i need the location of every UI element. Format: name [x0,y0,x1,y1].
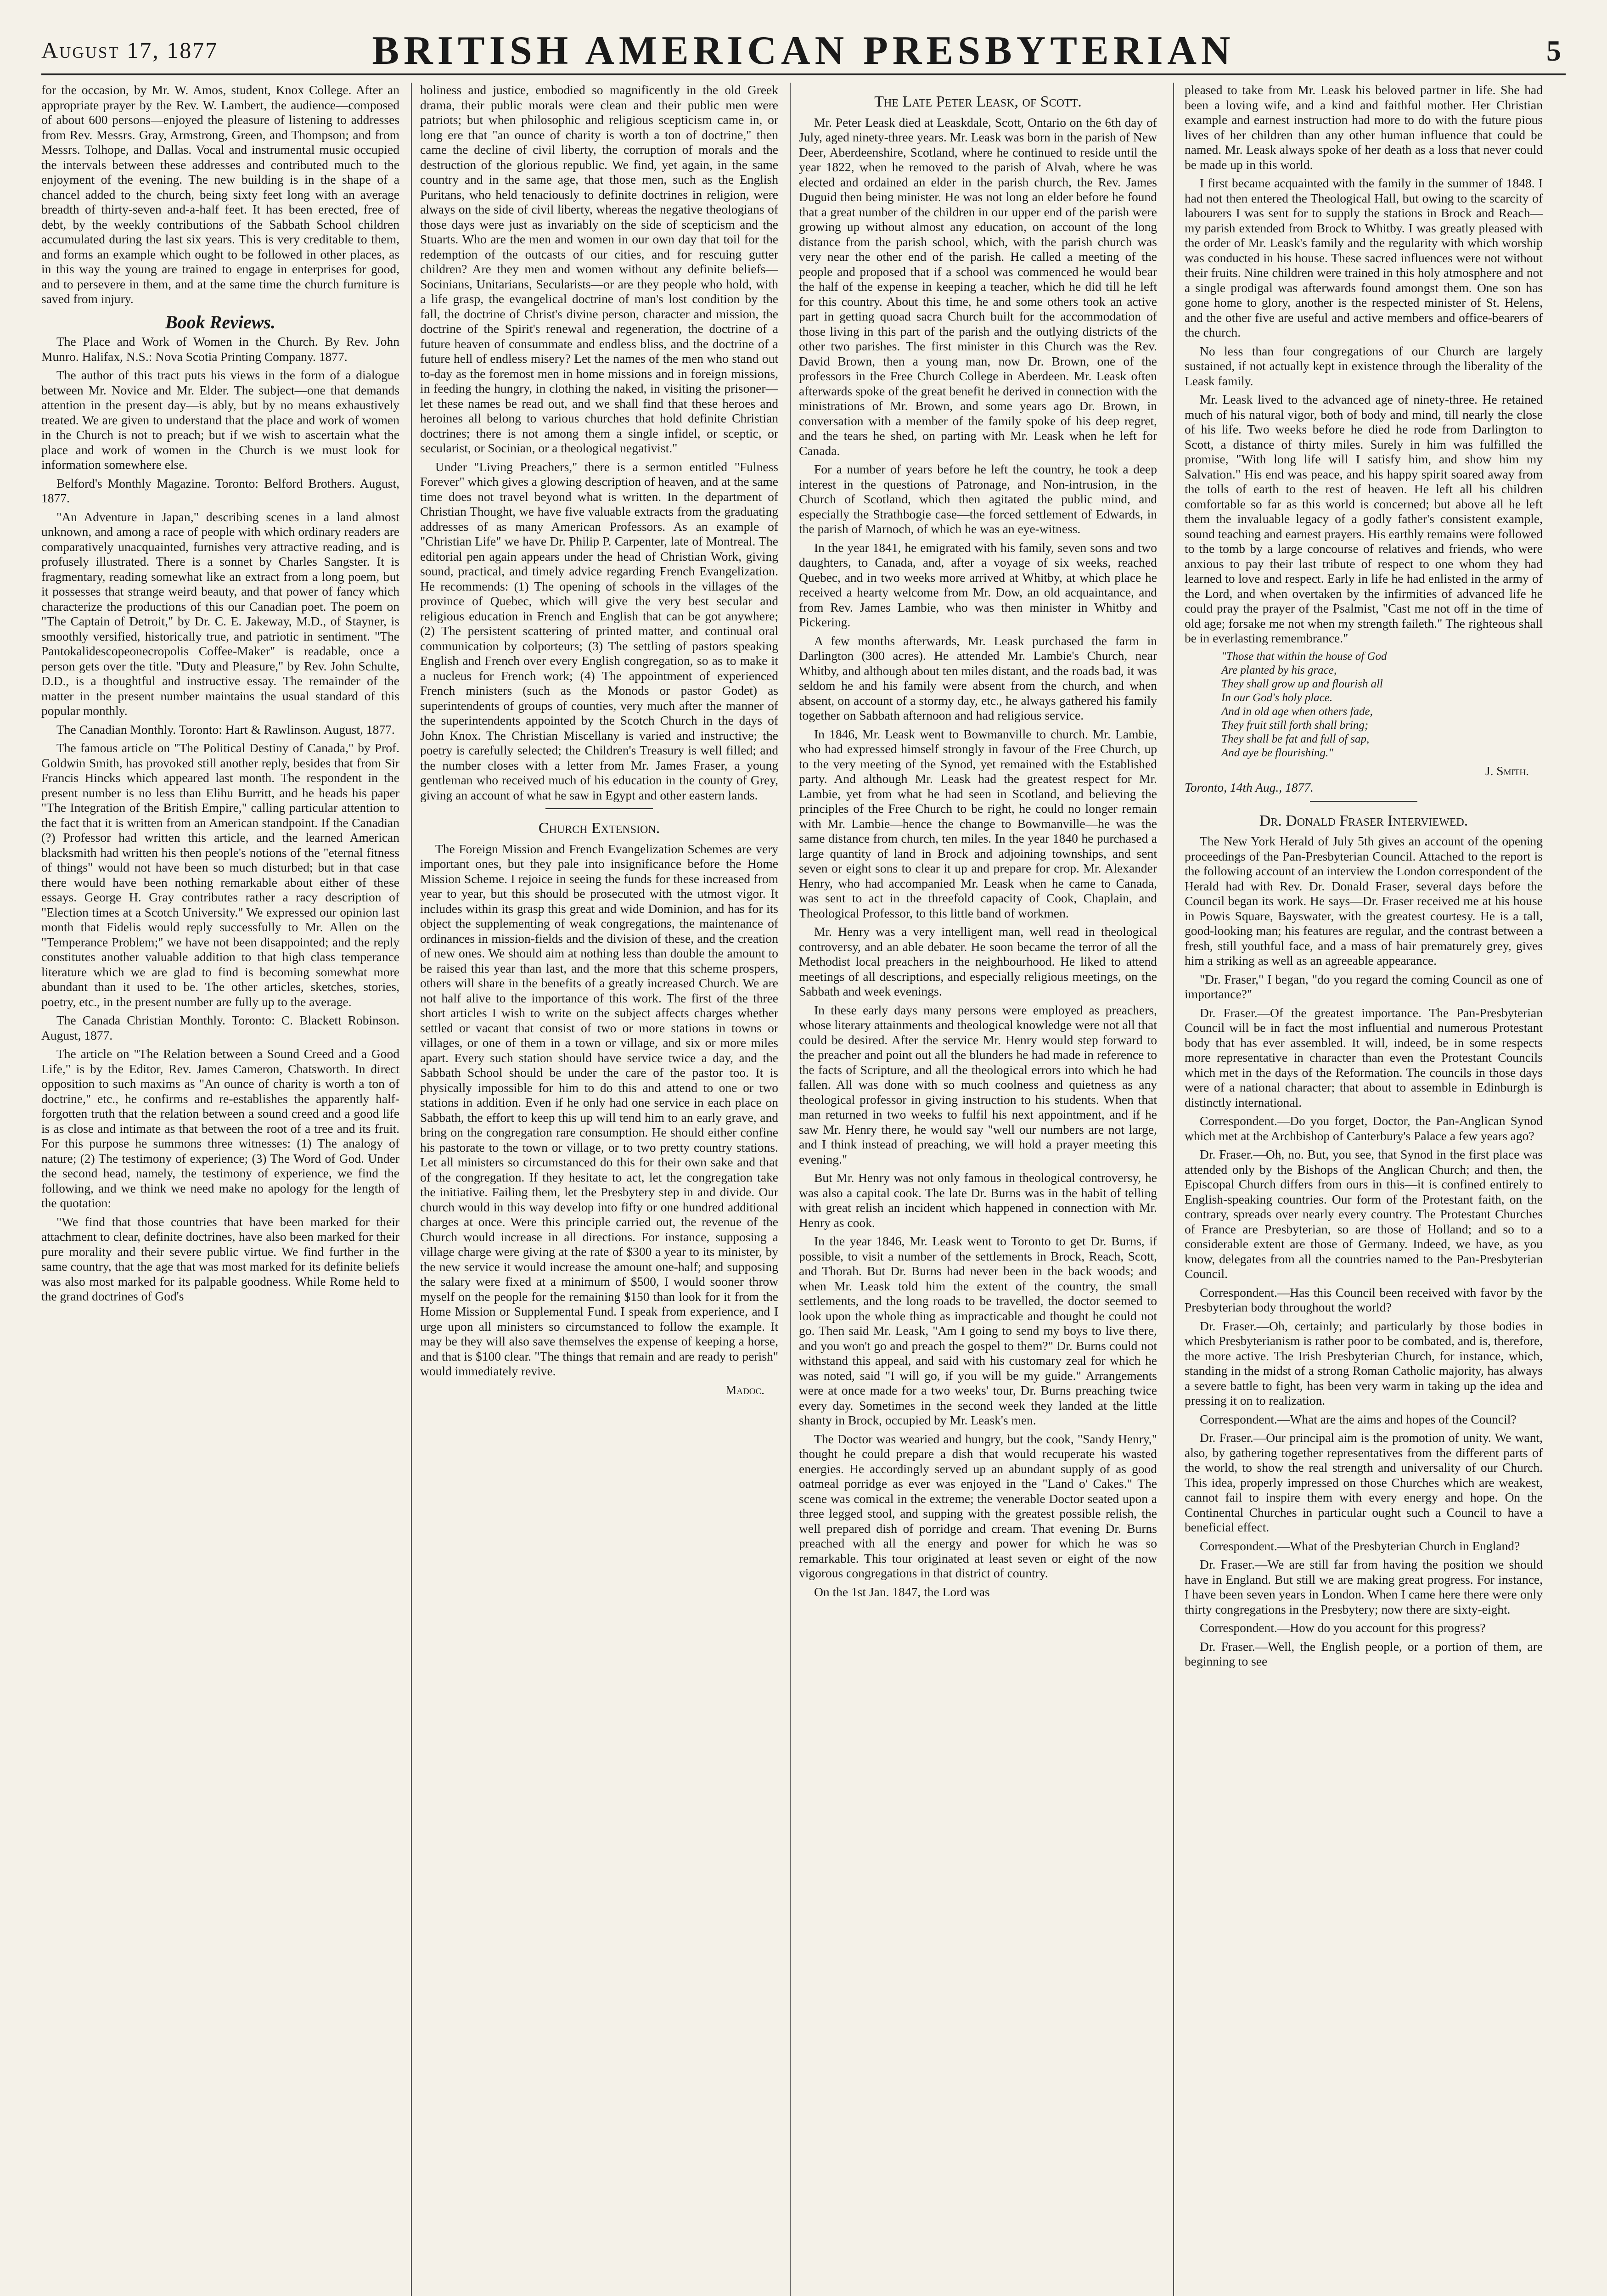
article-paragraph: Correspondent.—Do you forget, Doctor, the Pan-Anglican Synod which met at the Archbishop of Canterbury's Palace a few years ago? [1185,1114,1543,1143]
article-paragraph: But Mr. Henry was not only famous in theological controversy, he was also a capital cook. The late Dr. Burns was in the habit of telling with great relish an incident which happened in connection with Mr. Henry as cook. [799,1171,1157,1230]
column-2 [420,83,778,2296]
article-paragraph: Dr. Fraser.—Of the greatest importance. The Pan-Presbyterian Council will be in fact the most influential and numerous Protestant body that has ever assembled. It will, indeed, be in some respects more representative in character than even the Protestant Councils which met in the days of the Reformation. The councils in those days were of a national character; that about to assemble in Edinburgh is distinctly international. [1185,1005,1543,1109]
article-paragraph: No less than four congregations of our Church are largely sustained, if not actually kept in existence through the liberality of the Leask family. [1185,343,1543,388]
article-heading-church-extension: Church Extension. [538,820,660,837]
article-paragraph: Correspondent.—What of the Presbyterian Church in England? [1200,1538,1520,1553]
article-paragraph: The author of this tract puts his views in the form of a dialogue between Mr. Novice and Mr. Elder. The subject—one that demands attention in the present day—is ably, but by no means exhaustively treated. We are given to understand that the place and work of women in the Church is not to preach; but if we wish to ascertain what the place and work of women in the Church is we must look for information somewhere else. [41,368,399,472]
column-4 [1185,83,1543,2296]
column-rule [1173,83,1174,2296]
article-paragraph: "Dr. Fraser," I began, "do you regard the coming Council as one of importance?" [1185,972,1543,1001]
quotation-paragraph: "We find that those countries that have been marked for their attachment to clear, definite doctrines, have also been marked for their pure morality and their severe public virtue. We find further in the same country, that the age that was most marked for its definite beliefs was also most marked for its palpable goodness. While Rome held to the grand doctrines of God's [41,1214,399,1303]
review-title: Belford's Monthly Magazine. Toronto: Belford Brothers. August, 1877. [41,476,399,505]
review-title: The Canada Christian Monthly. Toronto: C. Blackett Robinson. August, 1877. [41,1013,399,1042]
article-heading-donald-fraser: Dr. Donald Fraser Interviewed. [1259,812,1468,829]
article-heading-peter-leask: The Late Peter Leask, of Scott. [874,93,1082,110]
article-paragraph: Correspondent.—How do you account for this progress? [1200,1621,1486,1635]
article-paragraph: A few months afterwards, Mr. Leask purchased the farm in Darlington (300 acres). He attended Mr. Lambie's Church, near Whitby, and although about ten miles distant, and the roads bad, it was seldom he and his family were absent from the church, and when absent, on account of a stormy day, etc., he always gathered his family together on Sabbath afternoon and had religious service. [799,633,1157,722]
issue-date: August 17, 1877 [41,37,219,63]
article-paragraph: Dr. Fraser.—Oh, no. But, you see, that Synod in the first place was attended only by the Bishops of the Anglican Church; and then, the Episcopal Church differs from ours in this—it is confined entirely to English-speaking countries. Our form of the Protestant faith, on the contrary, spreads over nearly every country. The Protestant Churches of France are Presbyterian, so are those of Holland; and so to a considerable extent are those of Germany. Indeed, we have, as you know, delegates from all the countries named to the Pan-Presbyterian Council. [1185,1147,1543,1281]
dateline: Toronto, 14th Aug., 1877. [1185,780,1314,794]
article-paragraph: On the 1st Jan. 1847, the Lord was [814,1584,990,1599]
divider [545,808,653,809]
divider [1310,801,1417,802]
article-paragraph: In these early days many persons were employed as preachers, whose literary attainments and theological knowledge were not all that could be desired. After the service Mr. Henry would step forward to the preacher and point out all the blunders he had made in reference to the facts of Scripture, and all the theological errors into which he had fallen. All was done with so much coolness and quietness as any theological professor in giving instruction to his students. When that man returned in two weeks to fulfil his next appointment, and if he saw Mr. Henry there, he would say "well our numbers are not large, and I think instead of preaching, we will hold a prayer meeting this evening." [799,1002,1157,1166]
article-paragraph: Correspondent.—What are the aims and hopes of the Council? [1200,1412,1517,1426]
poem-line: Are planted by his grace, [1221,664,1337,676]
quotation-paragraph: holiness and justice, embodied so magnificently in the old Greek drama, their public morals were clean and their public men were patriots; but when philosophic and religious scepticism came in, or long ere that "an ounce of charity is worth a ton of doctrine," then came the decline of civil liberty, the corruption of morals and the destruction of the glorious republic. We find, yet again, in the same country and in the same age, that those men, such as the English Puritans, who held tenaciously to definite doctrines in religion, were always on the side of civil liberty, whereas the negative theologians of those days were just as invariably on the side of scepticism and the Stuarts. Who are the men and women in our own day that toil for the redemption of the outcasts of our cities, and for rescuing gutter children? Are they men and women without any definite beliefs—Socinians, Unitarians, Secularists—or are they people who hold, with a life grasp, the evangelical doctrine of man's lost condition by the fall, the doctrine of Christ's divine person, character and mission, the doctrine of the Spirit's renewal and regeneration, the doctrine of a future heaven of consummate and endless bliss, and the doctrine of a future hell of endless misery? Let the names of the men who stand out to-day as the foremost men in home missions and in foreign missions, in feeding the hungry, in clothing the naked, in visiting the prisoner—let these names be read out, and we shall find that these heroes and heroines all belong to various churches that hold definite Christian doctrines; there is not among them a single infidel, or sceptic, or secularist, or Socinian, or a theological negativist." [420,83,778,455]
poem-line: They shall grow up and flourish all [1221,677,1383,690]
article-paragraph: Dr. Fraser.—We are still far from having the position we should have in England. But still we are making great progress. For instance, I have been seven years in London. When I came here there were only thirty congregations in the Presbytery; now there are sixty-eight. [1185,1557,1543,1616]
article-paragraph: Dr. Fraser.—Well, the English people, or a portion of them, are beginning to see [1185,1639,1543,1668]
article-paragraph: Correspondent.—Has this Council been received with favor by the Presbyterian body throughout the world? [1185,1285,1543,1314]
review-title: The Canadian Monthly. Toronto: Hart & Rawlinson. August, 1877. [56,722,395,737]
poem-line: They shall be fat and full of sap, [1221,732,1370,745]
poem-line: And aye be flourishing." [1221,746,1333,759]
article-paragraph: The New York Herald of July 5th gives an account of the opening proceedings of the Pan-Presbyterian Council. Attached to the report is the following account of an interview the London correspondent of the Herald had with Rev. Dr. Donald Fraser, several days before the Council began its work. He says—Dr. Fraser received me at his house in Powis Square, Bayswater, with the greatest courtesy. He is a tall, good-looking man; his features are regular, and the contrast between a fresh, still youthful face, and a mass of hair prematurely grey, gives him a striking as well as an agreeable appearance. [1185,834,1543,968]
newspaper-title: BRITISH AMERICAN PRESBYTERIAN [372,28,1235,73]
article-paragraph: pleased to take from Mr. Leask his beloved partner in life. She had been a loving wife, and a kind and faithful mother. Her Christian example and earnest instruction had more to do with the future pious lives of her children than any other human influence that could be named. Mr. Leask always spoke of her death as a loss that never could be made up in this world. [1185,83,1543,172]
article-paragraph: In the year 1846, Mr. Leask went to Toronto to get Dr. Burns, if possible, to visit a number of the settlements in Brock, Reach, Scott, and Thorah. But Dr. Burns had never been in the back woods; and when Mr. Leask told him the extent of the country, the small settlements, and the long roads to be travelled, the doctor seemed to look upon the whole thing as impracticable and thought he could not go. Then said Mr. Leask, "Am I going to send my boys to live there, and you won't go and preach the gospel to them?" Dr. Burns could not withstand this appeal, and said with his customary zeal for which he was noted, said "I will go, if you will be my guide." Arrangements were at once made for a two weeks' tour, Dr. Burns preaching twice every day. Sometimes in the second week they landed at the little shanty in Brock, occupied by Mr. Leask's men. [799,1234,1157,1427]
page-number: 5 [1546,34,1561,67]
article-paragraph: In the year 1841, he emigrated with his family, seven sons and two daughters, to Canada, and, after a voyage of six weeks, reached Quebec, and in two weeks more arrived at Whitby, at which place he received a hearty welcome from Mr. Dow, an old acquaintance, and from Rev. James Lambie, who was then minister in Whitby and Pickering. [799,540,1157,629]
poem-line: In our God's holy place. [1221,691,1333,704]
article-signature: J. Smith. [1485,763,1529,778]
article-paragraph: Dr. Fraser.—Our principal aim is the promotion of unity. We want, also, by gathering together representatives from the different parts of the world, to show the real strength and universality of our Church. This idea, properly impressed on those Churches which are weakest, cannot fail to inspire them with every energy and hope. On the Continental Churches in particular ought such a Council to have a beneficial effect. [1185,1430,1543,1534]
article-paragraph: The Foreign Mission and French Evangelization Schemes are very important ones, but they pale into insignificance before the Home Mission Scheme. I rejoice in seeing the funds for these increased from year to year, but this should be prosecuted with the utmost vigor. It includes within its grasp this great and wide Dominion, and has for its object the supplementing of weak congregations, the maintenance of ordinances in mission-fields and the division of these, and the creation of new ones. We should aim at nothing less than double the amount to be raised this year than last, and the more that this scheme prospers, others will share in the benefits of a greatly increased Church. We are not half alive to the importance of this work. The first of the three short articles I wish to write on the subject affects charges whether settled or vacant that consist of two or more stations in towns or villages, or one of them in a town or village, and six or more miles apart. Every such station should have service twice a day, and the Sabbath School should be under the care of the pastor too. It is physically impossible for him to do this and attend to one or two stations in addition. Even if he only had one service in each place on Sabbath, the effort to keep this up will tend him to an early grave, and bring on the congregation rare consumption. He should either confine his pastorate to the town or village, or to two pretty country stations. Let all ministers so circumstanced do this for their own sake and that of the congregation. If they hesitate to act, let the congregation take the initiative. Failing them, let the Presbytery step in and divide. Our church would in this way develop into fifty or one hundred additional charges at once. Were this principle carried out, the revenue of the Church would increase in all directions. For instance, supposing a village charge were giving at the rate of $300 a year to its minister, by the new service it would increase the amount one-half; and supposing the salary were fixed at a minimum of $500, I would sooner throw myself on the people for the remaining $150 than look for it from the Home Mission or Supplemental Fund. I speak from experience, and I urge upon all ministers so circumstanced to follow the example. It may be they will also save themselves the expense of keeping a horse, and that is $100 clear. "The things that remain and are ready to perish" would immediately revive. [420,841,778,1378]
poem-line: They fruit still forth shall bring; [1221,719,1369,732]
column-rule [411,83,412,2296]
article-paragraph: Mr. Leask lived to the advanced age of ninety-three. He retained much of his natural vigor, both of body and mind, till nearly the close of his life. Two weeks before he died he rode from Darlington to Scott, a distance of thirty miles. Surely in him was fulfilled the promise, "With long life will I satisfy him, and show him my Salvation." His end was peace, and his happy spirit soared away from the tolls of earth to the rest of heaven. He left all his children comfortable so far as this world is concerned; but above all he left them the invaluable legacy of a godly father's consistent example, sound teaching and earnest prayers. His earthly remains were followed to the tomb by a large concourse of relatives and friends, who were anxious to pay their last tribute of respect to one whom they had learned to love and respect. Early in life he had enlisted in the army of the Lord, and when overtaken by the infirmities of advanced life he could pray the prayer of the Psalmist, "Cast me not off in the time of old age; forsake me not when my strength faileth." The righteous shall be in everlasting remembrance." [1185,392,1543,645]
review-title: The Place and Work of Women in the Church. By Rev. John Munro. Halifax, N.S.: Nova Scotia Printing Company. 1877. [41,334,399,364]
column-3 [799,83,1157,2296]
article-paragraph: In 1846, Mr. Leask went to Bowmanville to church. Mr. Lambie, who had expressed himself strongly in favour of the Free Church, up to the very meeting of the Synod, yet remained with the Established party. And although Mr. Leask had the greatest respect for Mr. Lambie, yet from what he had seen in Scotland, and believing the principles of the Free Church to be right, he could no longer remain with Mr. Lambie—hence the change to Bowmanville—he was the same distance from church, ten miles. In the year 1840 he purchased a large quantity of land in Brock and adjoining townships, and sent seven or eight sons to clear it up and prepare for crop. Mr. Alexander Henry, who had accompanied Mr. Leask when he came to Canada, was sent to act in the threefold capacity of Cook, Chaplain, and Theological Professor, to this little band of workmen. [799,726,1157,920]
poem-line: "Those that within the house of God [1221,650,1387,663]
article-paragraph: for the occasion, by Mr. W. Amos, student, Knox College. After an appropriate prayer by the Rev. W. Lambert, the audience—composed of about 600 persons—enjoyed the pleasure of listening to addresses from Rev. Messrs. Gray, Armstrong, Green, and Thompson; and from Messrs. Tolhope, and Dallas. Vocal and instrumental music occupied the intervals between these addresses and contributed much to the enjoyment of the evening. The new building is in the shape of a chancel added to the church, being sixty feet long with an average breadth of thirty-seven and-a-half feet. It has been erected, free of debt, by the weekly contributions of the Sabbath School children accumulated during the last six years. This is very creditable to them, and forms an example which ought to be followed in other places, as in this way the young are trained to engage in enterprises for good, and to persevere in them, and at the same time the church furniture is saved from injury. [41,83,399,306]
article-paragraph: The Doctor was wearied and hungry, but the cook, "Sandy Henry," thought he could prepare a dish that would recuperate his wasted energies. He accordingly served up an abundant supply of as good oatmeal porridge as ever was enjoyed in the "Land o' Cakes." The scene was comical in the extreme; the venerable Doctor seated upon a three legged stool, and supping with the greatest possible relish, the well prepared dish of porridge and cream. That evening Dr. Burns preached with all the energy and power for which he was so remarkable. This tour originated at least seven or eight of the now vigorous congregations in that district of country. [799,1431,1157,1580]
poem [1221,650,1543,760]
article-paragraph: The article on "The Relation between a Sound Creed and a Good Life," is by the Editor, Rev. James Cameron, Chatsworth. In direct opposition to such maxims as "An ounce of charity is worth a ton of doctrine," etc., he confirms and re-establishes the apparently half-forgotten truth that the relation between a sound creed and a good life is as close and intimate as that between the root of a tree and its fruit. For this purpose he summons three witnesses: (1) The analogy of nature; (2) The testimony of experience; (3) The Word of God. Under the second head, namely, the testimony of experience, we find the following, and we think we need make no apology for the length of the quotation: [41,1047,399,1210]
article-paragraph: Mr. Henry was a very intelligent man, well read in theological controversy, and an able debater. He soon became the terror of all the Methodist local preachers in the neighbourhood. He liked to attend meetings of all descriptions, and especially religious meetings, on the Sabbath and week evenings. [799,924,1157,998]
article-paragraph: Under "Living Preachers," there is a sermon entitled "Fulness Forever" which gives a glowing description of heaven, and at the same time does not travel beyond what is written. In the department of Christian Thought, we have five valuable extracts from the graduating addresses of as many American Professors. As an example of "Christian Life" we have Dr. Philip P. Carpenter, late of Montreal. The editorial pen again appears under the head of Christian Work, giving sound, practical, and timely advice regarding French Evangelization. He recommends: (1) The opening of schools in the villages of the province of Quebec, which will give the very best secular and religious education in French and English that can be got anywhere; (2) The persistent scattering of printed matter, and continual oral communication by colporteurs; (3) The settling of pastors speaking English and French over every English congregation, so as to make it a nucleus for French work; (4) The appointment of experienced French ministers (such as the Monods or pastor Godet) as superintendents of groups of counties, very much after the manner of the superintendents appointed by the Scotch Church in the days of John Knox. The Christian Miscellany is varied and instructive; the poetry is carefully selected; the Children's Treasury is well filled; and the number closes with a letter from Mr. James Fraser, a young gentleman who received much of his education in the county of Grey, giving an account of what he saw in Egypt and other eastern lands. [420,459,778,802]
poem-line: And in old age when others fade, [1221,705,1373,718]
article-paragraph: I first became acquainted with the family in the summer of 1848. I had not then entered the Theological Hall, but owing to the scarcity of labourers I was sent for to supply the stations in Brock and Reach—my parish extended from Brock to Whitby. I was greatly pleased with the order of Mr. Leask's family and the regularity with which worship was conducted in his house. These sacred influences were not without their fruits. Nine children were trained in this holy atmosphere and not a single prodigal was afterwards found amongst them. One son has gone home to glory, another is the respected minister of St. Helens, and the other five are useful and active members and office-bearers of the church. [1185,176,1543,339]
column-rule [790,83,791,2296]
article-signature: Madoc. [725,1382,764,1397]
article-paragraph: Mr. Peter Leask died at Leaskdale, Scott, Ontario on the 6th day of July, aged ninety-three years. Mr. Leask was born in the parish of New Deer, Aberdeenshire, Scotland, where he continued to reside until the year 1822, when he removed to the parish of Alvah, where he was elected and ordained an elder in the parish church, the Rev. James Duguid then being minister. He was not long an elder before he found that a great number of the children in our upper end of the parish were growing up without almost any education, on account of the long distance from the parish school, which, with the parish church was very near the other end of the parish. He called a meeting of the people and proposed that if a school was commenced he would bear the half of the expense in keeping a teacher, which he did till he left for this country. About this time, he and some others took an active part in getting quoad sacra Church built for the accommodation of those living in this part of the parish and the outlying districts of the other two parishes. The first minister in this Church was the Rev. David Brown, then a young man, now Dr. Brown, one of the professors in the Free Church College in Aberdeen. Mr. Leask often afterwards spoke of the great benefit he derived in connection with the ministrations of Mr. Brown, and some years ago Dr. Brown, in conversation with a member of the family spoke of his deep regret, and the tears he shed, on parting with Mr. Leask when he left for Canada. [799,115,1157,458]
masthead [41,18,1566,75]
section-heading-book-reviews: Book Reviews. [165,311,275,332]
article-paragraph: For a number of years before he left the country, he took a deep interest in the questions of Patronage, and Non-intrusion, in the Church of Scotland, which then agitated the public mind, and especially the Strathbogie case—the forced settlement of Edwards, in the parish of Marnoch, of which he was an eye-witness. [799,462,1157,536]
article-paragraph: The famous article on "The Political Destiny of Canada," by Prof. Goldwin Smith, has provoked still another reply, besides that from Sir Francis Hincks which appeared last month. The respondent in the present number is no less than Elihu Burritt, and he heads his paper "The Integration of the British Empire," calling particular attention to the fact that it is written from an American standpoint. If the Canadian (?) Professor had written this article, and the learned American blacksmith had written his then people's notions of the "eternal fitness of things" would not have been so much disturbed; but in that case there would have been nothing remarkable about either of these essays. George H. Gray contributes rather a racy description of "Election times at a Scotch University." We expressed our opinion last month that Fidelis would reply successfully to Mr. Allen on the "Temperance Problem;" we have not been disappointed; and the reply constitutes another valuable addition to that high class temperance literature which we are glad to find is becoming somewhat more abundant than it used to be. The other articles, sketches, stories, poetry, etc., in the present number are fully up to the average. [41,741,399,1009]
article-paragraph: Dr. Fraser.—Oh, certainly; and particularly by those bodies in which Presbyterianism is rather poor to be combated, and is, therefore, the more active. The Irish Presbyterian Church, for instance, which, standing in the midst of a strong Roman Catholic majority, has always a severe battle to fight, has been very warm in taking up the idea and pressing it on to realization. [1185,1318,1543,1407]
article-paragraph: "An Adventure in Japan," describing scenes in a land almost unknown, and among a race of people with which ordinary readers are comparatively unacquainted, furnishes very attractive reading, and is profusely illustrated. There is a sonnet by Charles Sangster. It is fragmentary, reading somewhat like an extract from a long poem, but it possesses that strange weird beauty, and that power of fancy which characterize the productions of this our Canadian poet. The poem on "The Captain of Detroit," by Dr. C. E. Jakeway, M.D., of Stayner, is smoothly versified, historically true, and patriotic in sentiment. "The Pantokalidescopeonecropolis Coffee-Maker" is readable, once a person gets over the title. "Duty and Pleasure," by Rev. John Schulte, D.D., is a thoughtful and instructive essay. The remainder of the matter in the present number maintains the usual standard of this popular monthly. [41,509,399,718]
column-1 [41,83,399,2296]
